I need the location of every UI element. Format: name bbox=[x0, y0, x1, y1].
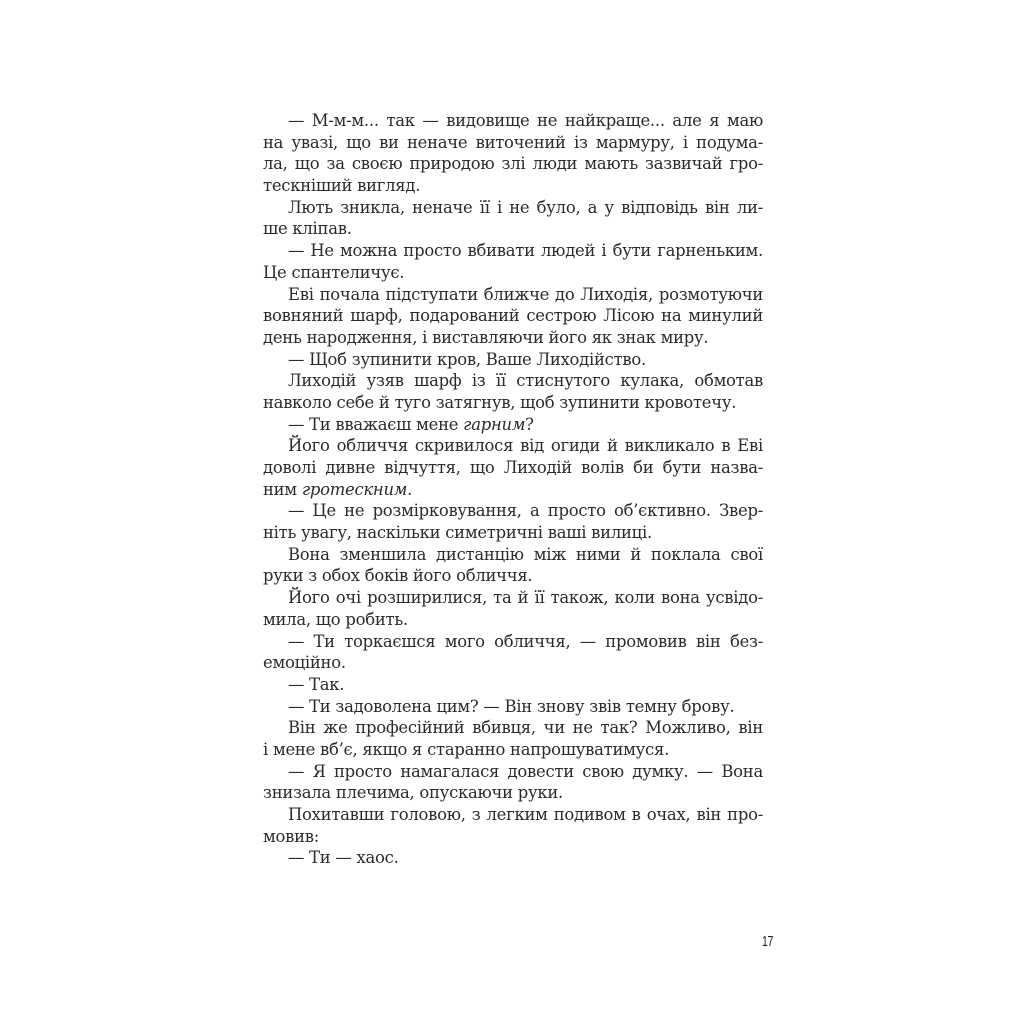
text-line: знизала плечима, опускаючи руки. bbox=[263, 783, 564, 803]
text-segment: . bbox=[407, 479, 413, 499]
text-line: — Ти торкаєшся мого обличчя, — промовив він без- bbox=[288, 631, 763, 651]
text-line: — М-м-м... так — видовище не найкраще... але я маю bbox=[288, 111, 763, 130]
text-line: ла, що за своєю природою злі люди мають зазвичай гро- bbox=[263, 154, 763, 174]
text-segment: ним bbox=[263, 479, 302, 499]
text-line: — Ти — хаос. bbox=[288, 848, 399, 868]
text-line: ніть увагу, наскільки симетричні ваші вилиці. bbox=[263, 523, 652, 543]
text-line: — Так. bbox=[288, 674, 345, 694]
text-line: Похитавши головою, з легким подивом в очах, він про- bbox=[288, 805, 763, 824]
text-line: — Ти задоволена цим? — Він знову звів темну брову. bbox=[288, 696, 735, 716]
text-line: Лиходій узяв шарф із її стиснутого кулака, обмотав bbox=[288, 371, 763, 391]
emphasized-word: гарним bbox=[463, 414, 526, 434]
text-line-with-emphasis bbox=[263, 414, 763, 436]
page-number: 17 bbox=[762, 933, 773, 950]
text-line: і мене вб’є, якщо я старанно напрошуватимуся. bbox=[263, 739, 670, 759]
text-line: Вона зменшила дистанцію між ними й поклала свої bbox=[288, 544, 763, 564]
text-line: Лють зникла, неначе її і не було, а у відповідь він ли- bbox=[288, 197, 763, 217]
text-line-with-emphasis bbox=[263, 479, 763, 501]
text-line: — Це не розмірковування, а просто об’єктивно. Звер- bbox=[288, 501, 763, 521]
text-line: Його очі розширилися, та й її також, коли вона усвідо- bbox=[288, 588, 763, 608]
text-line: Еві почала підступати ближче до Лиходія, розмотуючи bbox=[288, 284, 763, 304]
text-line: руки з обох боків його обличчя. bbox=[263, 566, 533, 586]
text-line: — Не можна просто вбивати людей і бути гарненьким. bbox=[288, 241, 763, 261]
body-text bbox=[263, 110, 763, 869]
text-line: Це спантеличує. bbox=[263, 262, 405, 282]
text-segment: ? bbox=[525, 414, 534, 434]
text-line: — Щоб зупинити кров, Ваше Лиходійство. bbox=[288, 349, 646, 369]
text-line: Його обличчя скривилося від огиди й викликало в Еві bbox=[288, 436, 763, 456]
emphasized-word: гротескним bbox=[301, 479, 408, 499]
text-line: навколо себе й туго затягнув, щоб зупинити кровотечу. bbox=[263, 392, 737, 412]
text-line: на увазі, що ви неначе виточений із мармуру, і подума- bbox=[263, 132, 763, 152]
text-line: доволі дивне відчуття, що Лиходій волів би бути назва- bbox=[263, 458, 763, 477]
text-segment: — Ти вважаєш мене bbox=[288, 414, 464, 434]
text-line: Він же професійний вбивця, чи не так? Можливо, він bbox=[288, 718, 763, 738]
text-line: емоційно. bbox=[263, 653, 346, 673]
text-line: мила, що робить. bbox=[263, 609, 408, 629]
text-line: вовняний шарф, подарований сестрою Лісою на минулий bbox=[263, 306, 763, 326]
text-line: тескніший вигляд. bbox=[263, 176, 421, 196]
text-line: день народження, і виставляючи його як знак миру. bbox=[263, 327, 709, 347]
text-line: мовив: bbox=[263, 826, 320, 846]
text-line: ше кліпав. bbox=[263, 219, 352, 239]
text-line: — Я просто намагалася довести свою думку. — Вона bbox=[288, 761, 763, 781]
